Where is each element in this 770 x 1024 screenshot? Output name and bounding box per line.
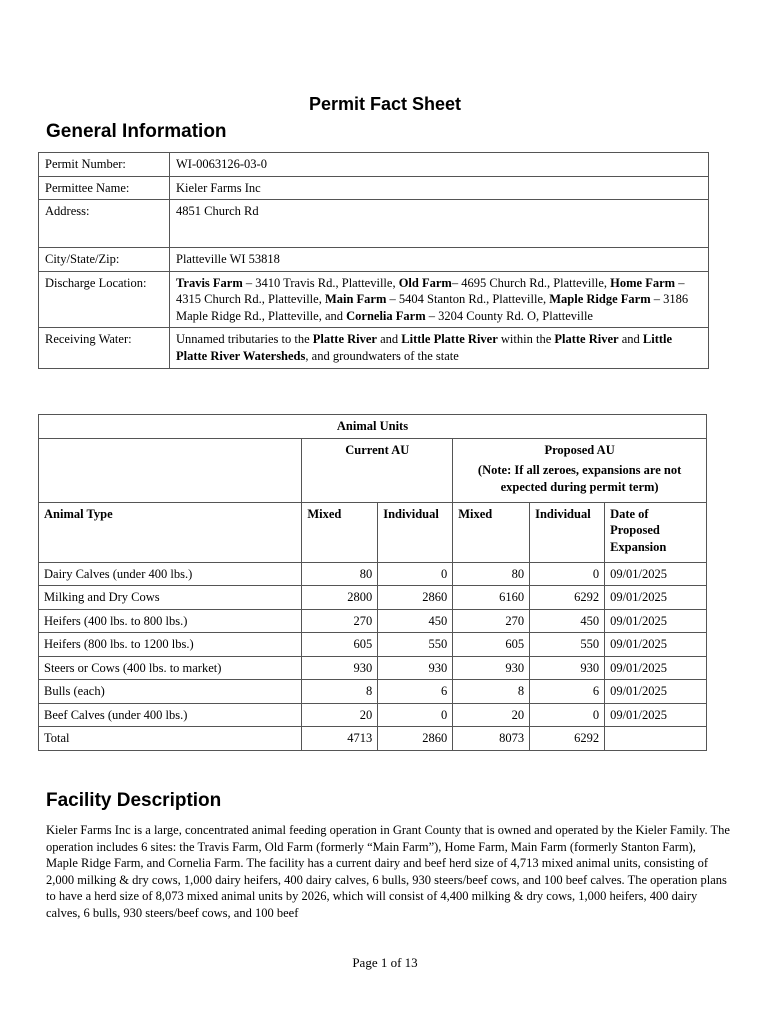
- proposed-individual-cell: 930: [530, 656, 605, 680]
- maple-ridge-farm-address: – 3186 Maple Ridge Rd., Platteville, and: [176, 292, 689, 323]
- cornelia-farm-address: – 3204 County Rd. O, Platteville: [425, 308, 593, 323]
- old-farm-name: Old Farm: [398, 275, 452, 290]
- expansion-date-cell: 09/01/2025: [605, 703, 707, 727]
- proposed-mixed-cell: 8073: [453, 727, 530, 751]
- expansion-date-cell: 09/01/2025: [605, 609, 707, 633]
- animal-type-header: Animal Type: [39, 502, 302, 562]
- permit-number-value: WI-0063126-03-0: [170, 153, 709, 177]
- proposed-au-header: [453, 438, 707, 502]
- current-individual-cell: 2860: [378, 586, 453, 610]
- current-individual-cell: 550: [378, 633, 453, 657]
- travis-farm-address: – 3410 Travis Rd., Platteville,: [242, 275, 399, 290]
- expansion-date-cell: 09/01/2025: [605, 562, 707, 586]
- travis-farm-name: Travis Farm: [176, 275, 243, 290]
- current-mixed-cell: 80: [302, 562, 378, 586]
- receiving-text-5: , and groundwaters of the state: [305, 348, 459, 363]
- current-individual-cell: 2860: [378, 727, 453, 751]
- current-individual-cell: 930: [378, 656, 453, 680]
- current-mixed-cell: 8: [302, 680, 378, 704]
- receiving-text-2: and: [376, 332, 402, 346]
- general-information-table: [38, 152, 709, 369]
- current-mixed-cell: 605: [302, 633, 378, 657]
- current-individual-header: Individual: [378, 502, 453, 562]
- blank-cell: [39, 438, 302, 502]
- animal-type-cell: Total: [39, 727, 302, 751]
- animal-type-cell: Bulls (each): [39, 680, 302, 704]
- facility-description-text: Kieler Farms Inc is a large, concentrated animal feeding operation in Grant County that is owned and operated by the Kieler Family. The operation includes 6 sites: the Travis Farm, Old Farm (formerly “Main Farm”), Home Farm, Main Farm (formerly Stanton Farm), Maple Ridge Farm, and Cornelia Farm. The facility has a current dairy and beef herd size of 4,713 mixed animal units, consisting of 2,000 milking & dry cows, 1,000 dairy heifers, 400 dairy calves, 6 bulls, 930 steers/beef cows, and 100 beef calves. The operation plans to have a herd size of 8,073 mixed animal units by 2026, which will consist of 4,400 milking & dry cows, 1,000 heifers, 400 dairy calves, 6 bulls, 930 steers/beef cows, and 100 beef: [46, 823, 730, 920]
- proposed-individual-cell: 6: [530, 680, 605, 704]
- page-title: Permit Fact Sheet: [308, 94, 462, 114]
- home-farm-address: – 4315 Church Rd., Platteville,: [176, 275, 685, 306]
- current-individual-cell: 0: [378, 703, 453, 727]
- table-row: [39, 609, 707, 633]
- animal-units-body: [39, 562, 707, 750]
- expansion-date-cell: [605, 727, 707, 751]
- table-row: [39, 727, 707, 751]
- proposed-individual-header: Individual: [530, 502, 605, 562]
- permittee-label: Permittee Name:: [39, 176, 170, 200]
- expansion-date-header: Date of Proposed Expansion: [605, 502, 707, 562]
- permit-number-label: Permit Number:: [39, 153, 170, 177]
- receiving-text-3: within the: [497, 332, 555, 346]
- table-row: [39, 200, 709, 248]
- proposed-individual-cell: 0: [530, 703, 605, 727]
- proposed-mixed-cell: 930: [453, 656, 530, 680]
- table-row: [39, 562, 707, 586]
- main-farm-name: Main Farm: [324, 292, 387, 306]
- general-information-heading: General Information: [46, 121, 227, 142]
- facility-description-heading: Facility Description: [46, 790, 222, 811]
- proposed-individual-cell: 6292: [530, 727, 605, 751]
- animal-type-cell: Steers or Cows (400 lbs. to market): [39, 656, 302, 680]
- proposed-mixed-header: Mixed: [453, 502, 530, 562]
- table-row: [39, 703, 707, 727]
- proposed-individual-cell: 550: [530, 633, 605, 657]
- maple-ridge-farm-name: Maple Ridge Farm: [549, 292, 651, 306]
- discharge-label: Discharge Location:: [39, 271, 170, 328]
- table-row: [39, 176, 709, 200]
- main-farm-address: – 5404 Stanton Rd., Platteville,: [386, 292, 550, 306]
- page-footer: Page 1 of 13: [352, 955, 418, 970]
- proposed-individual-cell: 6292: [530, 586, 605, 610]
- receiving-bold-3: Platte River: [554, 332, 619, 346]
- city-value: Platteville WI 53818: [170, 248, 709, 272]
- current-individual-cell: 450: [378, 609, 453, 633]
- expansion-date-cell: 09/01/2025: [605, 680, 707, 704]
- address-label: Address:: [39, 200, 170, 248]
- current-mixed-cell: 270: [302, 609, 378, 633]
- current-individual-cell: 6: [378, 680, 453, 704]
- proposed-mixed-cell: 605: [453, 633, 530, 657]
- current-mixed-cell: 4713: [302, 727, 378, 751]
- table-row: [39, 271, 709, 328]
- receiving-text-1: Unnamed tributaries to the: [176, 332, 313, 346]
- old-farm-address: – 4695 Church Rd., Platteville,: [451, 275, 611, 290]
- current-mixed-cell: 930: [302, 656, 378, 680]
- permittee-value: Kieler Farms Inc: [170, 176, 709, 200]
- proposed-mixed-cell: 20: [453, 703, 530, 727]
- table-row: [39, 415, 707, 439]
- table-row: [39, 680, 707, 704]
- current-individual-cell: 0: [378, 562, 453, 586]
- table-row: [39, 633, 707, 657]
- table-row: [39, 438, 707, 502]
- proposed-au-label: Proposed AU: [544, 442, 615, 457]
- receiving-water-label: Receiving Water:: [39, 328, 170, 369]
- table-row: [39, 153, 709, 177]
- receiving-bold-1: Platte River: [312, 332, 377, 346]
- city-label: City/State/Zip:: [39, 248, 170, 272]
- cornelia-farm-name: Cornelia Farm: [346, 308, 426, 323]
- proposed-mixed-cell: 6160: [453, 586, 530, 610]
- current-au-header: Current AU: [302, 438, 453, 502]
- table-row: [39, 328, 709, 369]
- proposed-individual-cell: 0: [530, 562, 605, 586]
- discharge-value: [170, 271, 709, 328]
- expansion-date-cell: 09/01/2025: [605, 586, 707, 610]
- table-row: [39, 586, 707, 610]
- table-row: [39, 502, 707, 562]
- table-row: [39, 656, 707, 680]
- receiving-bold-2: Little Platte River: [401, 332, 498, 346]
- proposed-au-note: (Note: If all zeroes, expansions are not expected during permit term): [477, 463, 682, 494]
- table-row: [39, 248, 709, 272]
- receiving-bold-4: Little Platte River Watersheds: [176, 332, 673, 363]
- proposed-individual-cell: 450: [530, 609, 605, 633]
- animal-units-table: [38, 414, 707, 751]
- animal-type-cell: Beef Calves (under 400 lbs.): [39, 703, 302, 727]
- animal-type-cell: Dairy Calves (under 400 lbs.): [39, 562, 302, 586]
- animal-type-cell: Heifers (800 lbs. to 1200 lbs.): [39, 633, 302, 657]
- address-value: 4851 Church Rd: [170, 200, 709, 248]
- animal-type-cell: Heifers (400 lbs. to 800 lbs.): [39, 609, 302, 633]
- proposed-mixed-cell: 8: [453, 680, 530, 704]
- expansion-date-cell: 09/01/2025: [605, 633, 707, 657]
- home-farm-name: Home Farm: [610, 275, 676, 290]
- current-mixed-cell: 2800: [302, 586, 378, 610]
- receiving-text-4: and: [618, 332, 643, 346]
- expansion-date-cell: 09/01/2025: [605, 656, 707, 680]
- current-mixed-cell: 20: [302, 703, 378, 727]
- proposed-mixed-cell: 270: [453, 609, 530, 633]
- animal-type-cell: Milking and Dry Cows: [39, 586, 302, 610]
- current-mixed-header: Mixed: [302, 502, 378, 562]
- animal-units-title: Animal Units: [39, 415, 707, 439]
- receiving-water-value: [170, 328, 709, 369]
- proposed-mixed-cell: 80: [453, 562, 530, 586]
